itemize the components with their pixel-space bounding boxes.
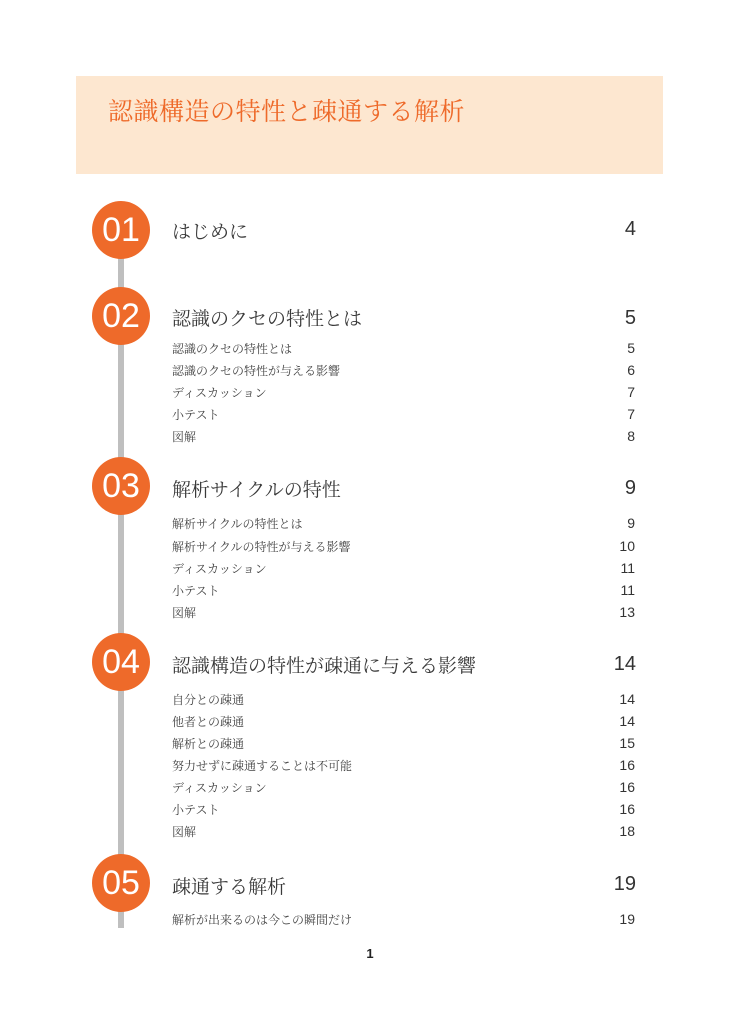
toc-item-label: 小テスト [172, 803, 220, 817]
toc-item-label: 小テスト [172, 408, 220, 422]
chapter-number-badge: 04 [92, 633, 150, 691]
toc-item-page: 13 [619, 604, 635, 620]
toc-item-page: 7 [627, 406, 635, 422]
toc-item[interactable] [172, 713, 635, 731]
toc-item-page: 6 [627, 362, 635, 378]
toc-item-label: 認識のクセの特性が与える影響 [172, 364, 341, 378]
toc-item-label: 図解 [172, 825, 197, 839]
toc-item-label: 認識のクセの特性とは [172, 342, 293, 356]
chapter-page-number: 19 [613, 873, 636, 895]
toc-item-page: 16 [619, 801, 635, 817]
toc-item[interactable] [172, 823, 635, 841]
toc-item-page: 5 [627, 340, 635, 356]
toc-item[interactable] [172, 911, 635, 929]
toc-item[interactable] [172, 779, 635, 797]
toc-item-page: 10 [619, 538, 635, 554]
chapter-page-number: 9 [624, 477, 636, 499]
toc-item[interactable] [172, 538, 635, 556]
toc-item-label: 小テスト [172, 584, 220, 598]
toc-item-page: 14 [619, 713, 635, 729]
toc-item-label: 解析サイクルの特性が与える影響 [172, 540, 351, 554]
chapter-title[interactable]: はじめに [172, 221, 249, 243]
chapter-title[interactable]: 認識構造の特性が疎通に与える影響 [172, 655, 477, 677]
toc-item-label: 解析サイクルの特性とは [172, 517, 303, 531]
toc-item[interactable] [172, 406, 635, 424]
toc-item-page: 16 [619, 757, 635, 773]
toc-item[interactable] [172, 340, 635, 358]
toc-item[interactable] [172, 560, 635, 578]
toc-item-label: ディスカッション [172, 562, 267, 576]
toc-item-label: 図解 [172, 430, 197, 444]
chapter-title[interactable]: 疎通する解析 [172, 876, 287, 898]
toc-item-page: 9 [627, 515, 635, 531]
document-title: 認識構造の特性と疎通する解析 [108, 97, 466, 126]
toc-item-page: 19 [619, 911, 635, 927]
toc-item[interactable] [172, 362, 635, 380]
toc-item-label: 自分との疎通 [172, 693, 245, 707]
chapter-page-number: 4 [624, 218, 636, 240]
toc-item[interactable] [172, 604, 635, 622]
toc-item-page: 8 [627, 428, 635, 444]
toc-item[interactable] [172, 735, 635, 753]
toc-item-page: 14 [619, 691, 635, 707]
toc-item-label: 解析が出来るのは今この瞬間だけ [172, 913, 353, 927]
toc-item-label: 図解 [172, 606, 197, 620]
toc-item[interactable] [172, 801, 635, 819]
toc-item-label: 解析との疎通 [172, 737, 245, 751]
chapter-number-badge: 03 [92, 457, 150, 515]
toc-item[interactable] [172, 515, 635, 533]
toc-item[interactable] [172, 757, 635, 775]
toc-item-label: ディスカッション [172, 386, 267, 400]
toc-item-page: 15 [619, 735, 635, 751]
toc-item-label: 他者との疎通 [172, 715, 245, 729]
toc-item-page: 18 [619, 823, 635, 839]
toc-item-page: 16 [619, 779, 635, 795]
toc-item-label: ディスカッション [172, 781, 267, 795]
chapter-number-badge: 05 [92, 854, 150, 912]
chapter-title[interactable]: 認識のクセの特性とは [172, 308, 363, 330]
toc-item-page: 11 [620, 582, 635, 598]
chapter-title[interactable]: 解析サイクルの特性 [172, 479, 341, 501]
toc-item[interactable] [172, 691, 635, 709]
chapter-number-badge: 02 [92, 287, 150, 345]
chapter-number-badge: 01 [92, 201, 150, 259]
toc-item[interactable] [172, 582, 635, 600]
toc-item-page: 7 [627, 384, 635, 400]
page-number: 1 [366, 946, 374, 961]
header-banner [76, 76, 663, 174]
toc-item-page: 11 [620, 560, 635, 576]
toc-item[interactable] [172, 428, 635, 446]
toc-item-label: 努力せずに疎通することは不可能 [172, 759, 353, 773]
toc-item[interactable] [172, 384, 635, 402]
chapter-page-number: 14 [613, 653, 636, 675]
chapter-page-number: 5 [624, 307, 636, 329]
